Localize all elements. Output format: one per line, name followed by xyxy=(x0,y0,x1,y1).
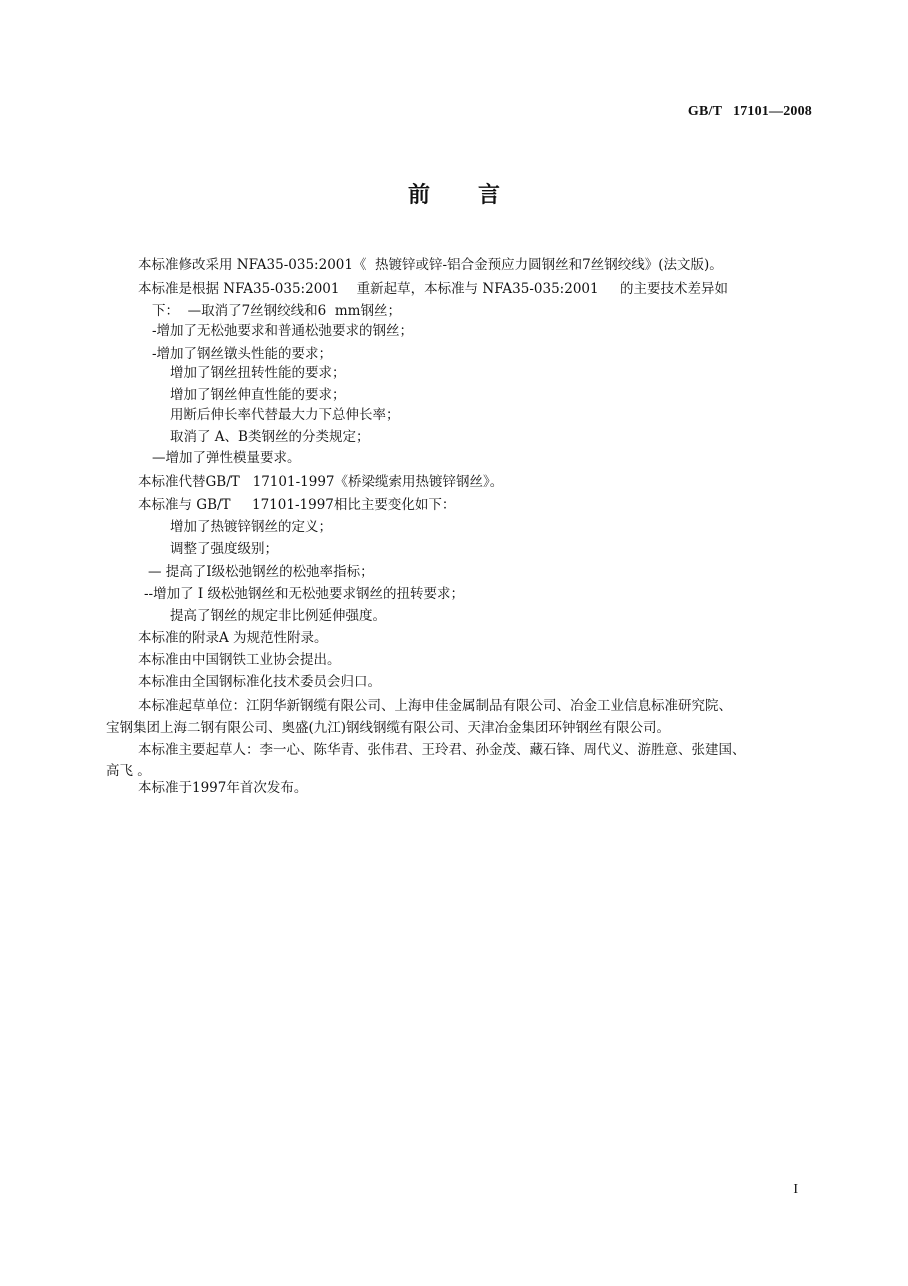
list-item: 用断后伸长率代替最大力下总伸长率； xyxy=(170,407,400,423)
list-item: —增加了弹性模量要求。 xyxy=(152,450,301,466)
paragraph-line: 本标准与 GB/T 17101-1997相比主要变化如下： xyxy=(138,497,456,513)
paragraph-line: 本标准由中国钢铁工业协会提出。 xyxy=(138,652,341,668)
paragraph-line: 本标准代替GB/T 17101-1997《桥梁缆索用热镀锌钢丝》。 xyxy=(138,474,504,490)
list-item: 增加了热镀锌钢丝的定义； xyxy=(170,519,332,535)
list-item: --增加了 I 级松弛钢丝和无松弛要求钢丝的扭转要求； xyxy=(144,586,465,602)
list-item: -增加了钢丝镦头性能的要求； xyxy=(152,346,333,362)
list-item: 调整了强度级别； xyxy=(170,541,278,557)
paragraph-line: 宝钢集团上海二钢有限公司、奥盛(九江)钢线钢缆有限公司、天津冶金集团环钟钢丝有限公司。 xyxy=(106,720,671,736)
list-item: 取消了 A、B类钢丝的分类规定； xyxy=(170,429,370,445)
paragraph-line: 本标准修改采用 NFA35-035:2001《 热镀锌或锌-铝合金预应力圆钢丝和7丝钢绞线》(法文版)。 xyxy=(138,257,723,273)
paragraph-line: 本标准主要起草人：李一心、陈华青、张伟君、王玲君、孙金茂、藏石锋、周代义、游胜意、张建国、 xyxy=(138,742,746,758)
paragraph-line: 本标准是根据 NFA35-035:2001 重新起草，本标准与 NFA35-035:2001 的主要技术差异如 xyxy=(138,281,729,297)
list-item: 提高了钢丝的规定非比例延伸强度。 xyxy=(170,608,386,624)
paragraph-line: 本标准的附录A 为规范性附录。 xyxy=(138,630,328,646)
paragraph-line: 高飞 。 xyxy=(106,763,151,779)
paragraph-line: 下： —取消了7丝钢绞线和6 mm钢丝； xyxy=(152,303,401,319)
list-item: 增加了钢丝扭转性能的要求； xyxy=(170,365,346,381)
standard-number: GB/T 17101—2008 xyxy=(687,104,812,119)
paragraph-line: 本标准于1997年首次发布。 xyxy=(138,780,308,796)
page-number: I xyxy=(793,1182,798,1197)
list-item: — 提高了I级松弛钢丝的松弛率指标； xyxy=(148,564,374,580)
paragraph-line: 本标准由全国钢标准化技术委员会归口。 xyxy=(138,674,381,690)
page-title: 前言 xyxy=(407,182,548,208)
list-item: -增加了无松弛要求和普通松弛要求的钢丝； xyxy=(152,323,414,339)
list-item: 增加了钢丝伸直性能的要求； xyxy=(170,387,346,403)
paragraph-line: 本标准起草单位：江阴华新钢缆有限公司、上海申佳金属制品有限公司、冶金工业信息标准研究院、 xyxy=(138,698,732,714)
